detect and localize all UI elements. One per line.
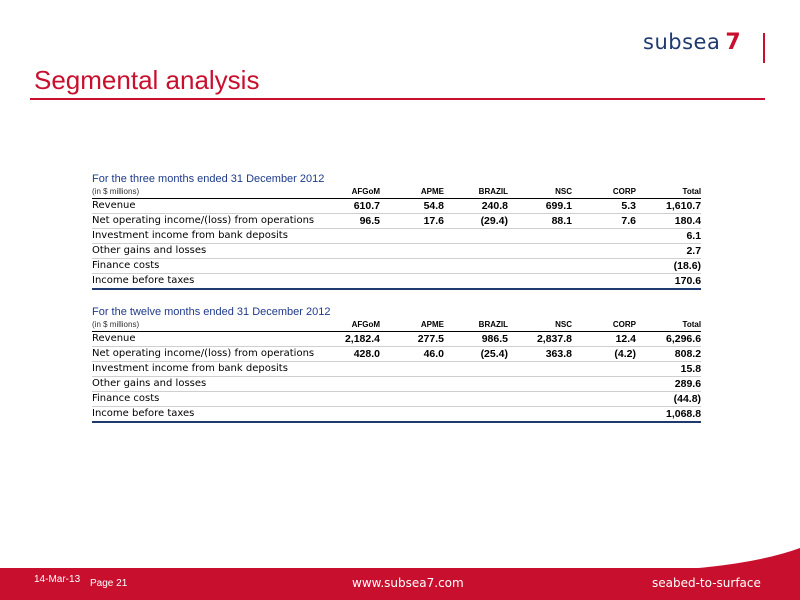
cell-value xyxy=(444,274,508,290)
logo-seven: 7 xyxy=(725,29,741,55)
table-row xyxy=(92,362,701,377)
table-row xyxy=(92,332,701,347)
col-header-corp: CORP xyxy=(572,319,636,332)
col-header-apme: APME xyxy=(380,186,444,199)
row-label: Net operating income/(loss) from operations xyxy=(92,347,318,362)
cell-value xyxy=(380,407,444,423)
cell-value: 808.2 xyxy=(636,347,701,362)
row-label: Other gains and losses xyxy=(92,377,318,392)
row-label: Investment income from bank deposits xyxy=(92,229,318,244)
table-caption: For the three months ended 31 December 2012 xyxy=(92,173,325,185)
three-month-segment-table xyxy=(92,173,701,290)
cell-value: 289.6 xyxy=(636,377,701,392)
cell-value xyxy=(318,362,380,377)
cell-value xyxy=(572,362,636,377)
row-label: Income before taxes xyxy=(92,274,318,290)
col-header-afgom: AFGoM xyxy=(318,319,380,332)
cell-value: (29.4) xyxy=(444,214,508,229)
table-row xyxy=(92,214,701,229)
logo-accent-bar xyxy=(763,33,765,63)
cell-value xyxy=(444,244,508,259)
cell-value: 2,182.4 xyxy=(318,332,380,347)
col-header-afgom: AFGoM xyxy=(318,186,380,199)
table-row-total xyxy=(92,407,701,423)
row-label: Other gains and losses xyxy=(92,244,318,259)
cell-value xyxy=(318,392,380,407)
cell-value xyxy=(508,377,572,392)
row-label: Finance costs xyxy=(92,392,318,407)
twelve-month-segment-table xyxy=(92,306,701,423)
cell-value: 986.5 xyxy=(444,332,508,347)
cell-value xyxy=(444,259,508,274)
units-label: (in $ millions) xyxy=(92,319,318,332)
cell-value: 12.4 xyxy=(572,332,636,347)
row-label: Investment income from bank deposits xyxy=(92,362,318,377)
page-title: Segmental analysis xyxy=(34,65,260,95)
cell-value: 699.1 xyxy=(508,199,572,214)
cell-value xyxy=(572,274,636,290)
units-label: (in $ millions) xyxy=(92,186,318,199)
cell-value xyxy=(572,259,636,274)
cell-value: 5.3 xyxy=(572,199,636,214)
table-caption: For the twelve months ended 31 December 2012 xyxy=(92,306,331,318)
subsea7-logo xyxy=(643,30,741,54)
cell-value xyxy=(318,407,380,423)
title-divider xyxy=(30,98,765,100)
cell-value: 610.7 xyxy=(318,199,380,214)
cell-value xyxy=(508,407,572,423)
cell-value: 96.5 xyxy=(318,214,380,229)
row-label: Revenue xyxy=(92,332,318,347)
footer-page-number: Page 21 xyxy=(90,578,128,589)
cell-value: 170.6 xyxy=(636,274,701,290)
cell-value xyxy=(444,377,508,392)
row-label: Net operating income/(loss) from operations xyxy=(92,214,318,229)
cell-value: 46.0 xyxy=(380,347,444,362)
col-header-corp: CORP xyxy=(572,186,636,199)
cell-value: 240.8 xyxy=(444,199,508,214)
cell-value xyxy=(508,229,572,244)
cell-value xyxy=(572,392,636,407)
cell-value xyxy=(380,259,444,274)
cell-value xyxy=(572,229,636,244)
col-header-total: Total xyxy=(636,319,701,332)
cell-value xyxy=(572,407,636,423)
cell-value xyxy=(508,392,572,407)
logo-wordmark: subsea xyxy=(643,30,721,54)
cell-value xyxy=(380,392,444,407)
cell-value: 6,296.6 xyxy=(636,332,701,347)
cell-value xyxy=(380,244,444,259)
cell-value: (25.4) xyxy=(444,347,508,362)
cell-value: 428.0 xyxy=(318,347,380,362)
cell-value: 88.1 xyxy=(508,214,572,229)
cell-value xyxy=(444,229,508,244)
col-header-total: Total xyxy=(636,186,701,199)
cell-value xyxy=(318,377,380,392)
cell-value xyxy=(380,229,444,244)
row-label: Income before taxes xyxy=(92,407,318,423)
table-row xyxy=(92,392,701,407)
cell-value: 2.7 xyxy=(636,244,701,259)
cell-value xyxy=(318,244,380,259)
cell-value: (44.8) xyxy=(636,392,701,407)
cell-value xyxy=(572,377,636,392)
cell-value xyxy=(380,377,444,392)
table-row xyxy=(92,199,701,214)
cell-value: 2,837.8 xyxy=(508,332,572,347)
cell-value xyxy=(444,407,508,423)
col-header-nsc: NSC xyxy=(508,319,572,332)
table-row xyxy=(92,259,701,274)
cell-value: 1,068.8 xyxy=(636,407,701,423)
cell-value: (4.2) xyxy=(572,347,636,362)
footer-tagline: seabed-to-surface xyxy=(652,576,761,590)
cell-value xyxy=(380,362,444,377)
row-label: Finance costs xyxy=(92,259,318,274)
row-label: Revenue xyxy=(92,199,318,214)
cell-value xyxy=(508,259,572,274)
cell-value: 17.6 xyxy=(380,214,444,229)
cell-value: 15.8 xyxy=(636,362,701,377)
cell-value xyxy=(318,259,380,274)
cell-value xyxy=(444,362,508,377)
cell-value xyxy=(508,362,572,377)
cell-value: 54.8 xyxy=(380,199,444,214)
cell-value: 6.1 xyxy=(636,229,701,244)
col-header-apme: APME xyxy=(380,319,444,332)
cell-value xyxy=(572,244,636,259)
cell-value: 180.4 xyxy=(636,214,701,229)
col-header-brazil: BRAZIL xyxy=(444,186,508,199)
footer-website-link[interactable]: www.subsea7.com xyxy=(352,576,464,590)
cell-value xyxy=(508,274,572,290)
col-header-nsc: NSC xyxy=(508,186,572,199)
table-row xyxy=(92,229,701,244)
cell-value: 7.6 xyxy=(572,214,636,229)
table-row xyxy=(92,347,701,362)
table-row xyxy=(92,377,701,392)
col-header-brazil: BRAZIL xyxy=(444,319,508,332)
cell-value: (18.6) xyxy=(636,259,701,274)
table-row xyxy=(92,244,701,259)
cell-value xyxy=(508,244,572,259)
table-row-total xyxy=(92,274,701,290)
cell-value xyxy=(380,274,444,290)
cell-value: 363.8 xyxy=(508,347,572,362)
footer-date: 14-Mar-13 xyxy=(34,574,81,585)
cell-value xyxy=(318,229,380,244)
cell-value: 277.5 xyxy=(380,332,444,347)
cell-value: 1,610.7 xyxy=(636,199,701,214)
cell-value xyxy=(444,392,508,407)
cell-value xyxy=(318,274,380,290)
